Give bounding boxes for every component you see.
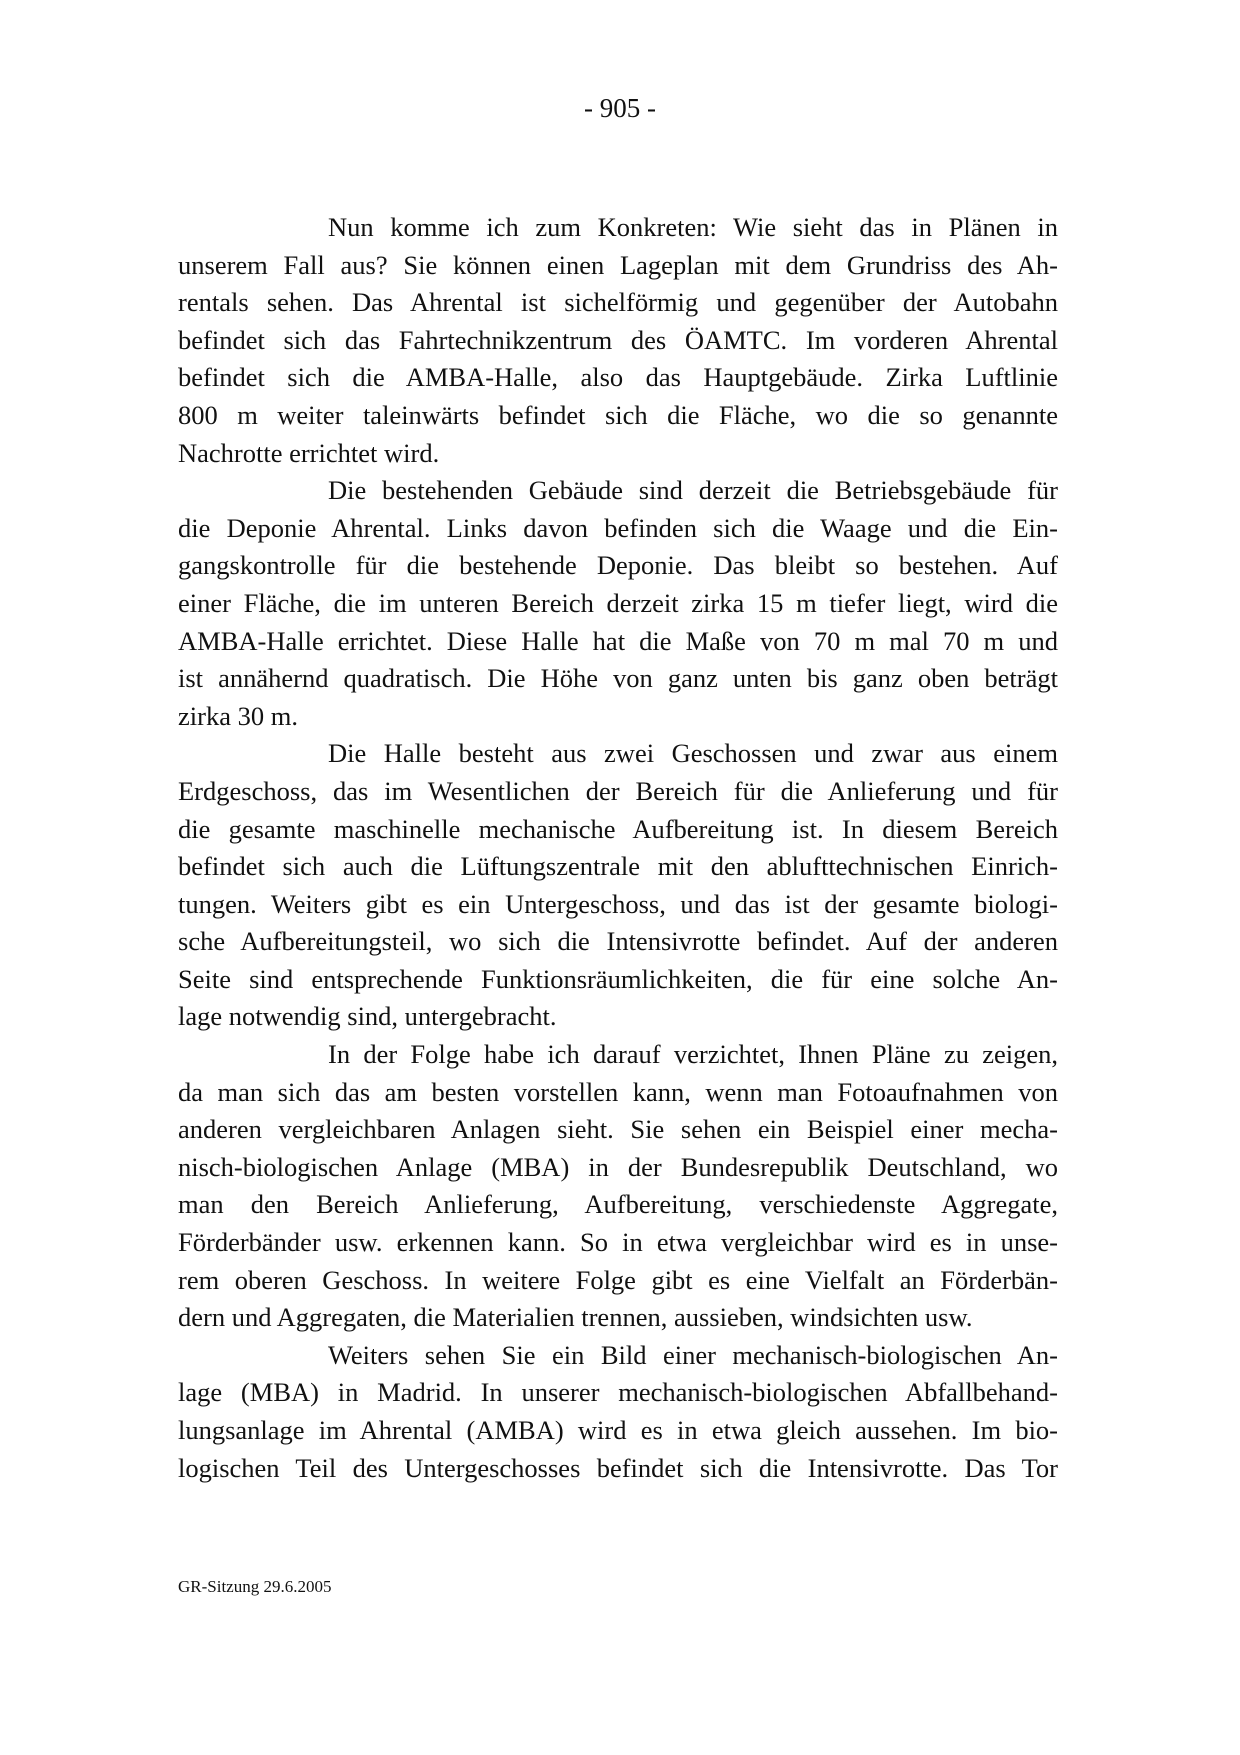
text-line: Die Halle besteht aus zwei Geschossen und zwar aus einem — [328, 738, 1058, 769]
text-line: Förderbänder usw. erkennen kann. So in etwa vergleichbar wird es in unse- — [178, 1227, 1058, 1258]
paragraph-2 — [178, 472, 1058, 735]
text-line: einer Fläche, die im unteren Bereich derzeit zirka 15 m tiefer liegt, wird die — [178, 587, 1058, 618]
text-line: nisch-biologischen Anlage (MBA) in der Bundesrepublik Deutschland, wo — [178, 1151, 1058, 1182]
text-line: Seite sind entsprechende Funktionsräumlichkeiten, die für eine solche An- — [178, 963, 1058, 994]
text-line: die Deponie Ahrental. Links davon befinden sich die Waage und die Ein- — [178, 512, 1058, 543]
page-number: - 905 - — [584, 93, 656, 123]
text-line: befindet sich die AMBA-Halle, also das Hauptgebäude. Zirka Luftlinie — [178, 362, 1058, 393]
text-line: befindet sich auch die Lüftungszentrale mit den ablufttechnischen Einrich- — [178, 851, 1058, 882]
text-line: 800 m weiter taleinwärts befindet sich die Fläche, wo die so genannte — [178, 399, 1058, 430]
text-line: lage (MBA) in Madrid. In unserer mechanisch-biologischen Abfallbehand- — [178, 1377, 1058, 1408]
text-line: rem oberen Geschoss. In weitere Folge gibt es eine Vielfalt an Förderbän- — [178, 1264, 1058, 1295]
paragraph-5 — [178, 1337, 1058, 1487]
body-text — [178, 209, 1058, 1487]
paragraph-3 — [178, 735, 1058, 1036]
paragraph-4 — [178, 1036, 1058, 1337]
text-line: lage notwendig sind, untergebracht. — [178, 1001, 557, 1032]
text-line: die gesamte maschinelle mechanische Aufbereitung ist. In diesem Bereich — [178, 813, 1058, 844]
text-line: Nachrotte errichtet wird. — [178, 437, 440, 468]
footer-session-date: GR-Sitzung 29.6.2005 — [178, 1577, 332, 1596]
paragraph-1 — [178, 209, 1058, 472]
text-line: anderen vergleichbaren Anlagen sieht. Sie sehen ein Beispiel einer mecha- — [178, 1114, 1058, 1145]
text-line: man den Bereich Anlieferung, Aufbereitung, verschiedenste Aggregate, — [178, 1189, 1058, 1220]
text-line: Die bestehenden Gebäude sind derzeit die Betriebsgebäude für — [328, 475, 1058, 506]
text-line: tungen. Weiters gibt es ein Untergeschoss, und das ist der gesamte biologi- — [178, 888, 1058, 919]
text-line: rentals sehen. Das Ahrental ist sichelförmig und gegenüber der Autobahn — [178, 287, 1058, 318]
text-line: ist annähernd quadratisch. Die Höhe von ganz unten bis ganz oben beträgt — [178, 663, 1058, 694]
text-line: dern und Aggregaten, die Materialien trennen, aussieben, windsichten usw. — [178, 1302, 973, 1333]
text-line: Erdgeschoss, das im Wesentlichen der Bereich für die Anlieferung und für — [178, 775, 1058, 806]
text-line: zirka 30 m. — [178, 700, 298, 731]
text-line: Nun komme ich zum Konkreten: Wie sieht das in Plänen in — [328, 212, 1058, 242]
text-line: lungsanlage im Ahrental (AMBA) wird es in etwa gleich aussehen. Im bio- — [178, 1415, 1058, 1445]
text-line: gangskontrolle für die bestehende Deponie. Das bleibt so bestehen. Auf — [178, 550, 1058, 581]
text-line: In der Folge habe ich darauf verzichtet, Ihnen Pläne zu zeigen, — [328, 1039, 1058, 1070]
text-line: logischen Teil des Untergeschosses befindet sich die Intensivrotte. Das Tor — [178, 1452, 1058, 1483]
text-line: da man sich das am besten vorstellen kann, wenn man Fotoaufnahmen von — [178, 1076, 1058, 1107]
text-line: AMBA-Halle errichtet. Diese Halle hat die Maße von 70 m mal 70 m und — [178, 625, 1058, 656]
text-line: Weiters sehen Sie ein Bild einer mechanisch-biologischen An- — [328, 1339, 1058, 1370]
text-line: befindet sich das Fahrtechnikzentrum des ÖAMTC. Im vorderen Ahrental — [178, 324, 1058, 355]
text-line: unserem Fall aus? Sie können einen Lageplan mit dem Grundriss des Ah- — [178, 249, 1058, 280]
text-line: sche Aufbereitungsteil, wo sich die Intensivrotte befindet. Auf der anderen — [178, 926, 1058, 957]
